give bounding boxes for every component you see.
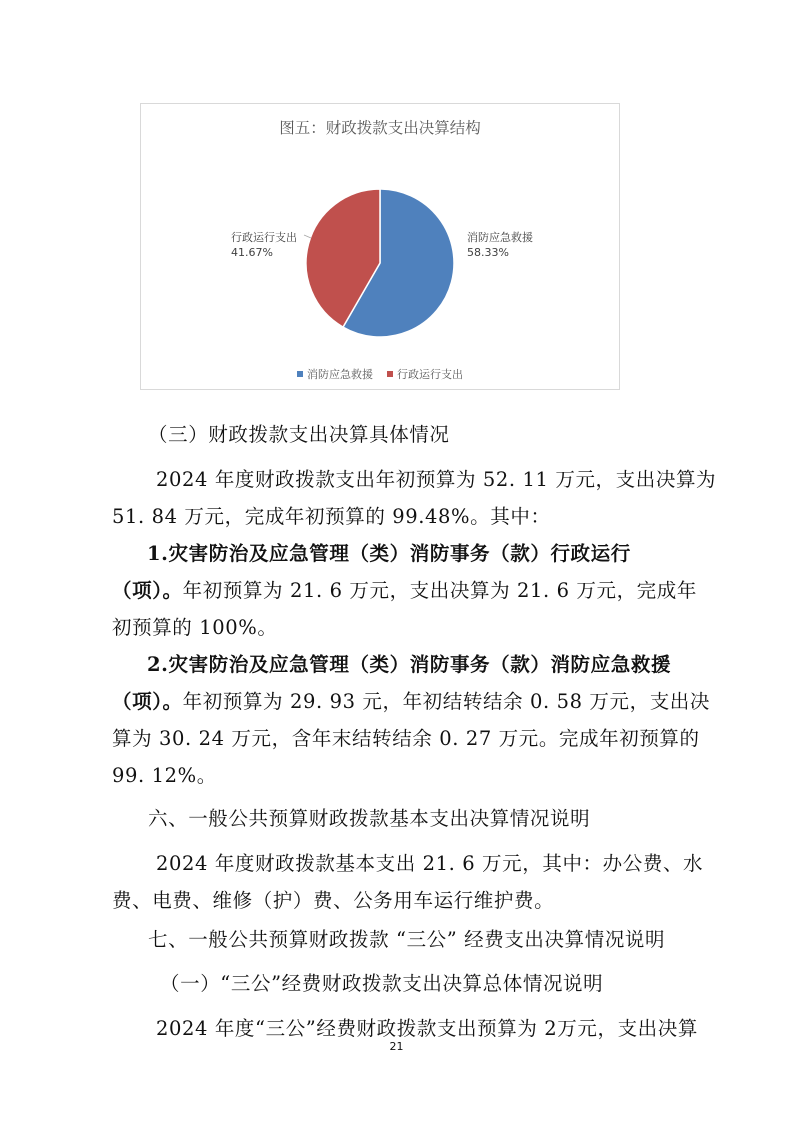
legend-swatch-admin xyxy=(387,371,393,377)
page-number: 21 xyxy=(389,1040,404,1053)
section-6-heading-text: 六、一般公共预算财政拨款基本支出决算情况说明 xyxy=(148,807,591,830)
section-7-heading-text: 七、一般公共预算财政拨款 “三公” 经费支出决算情况说明 xyxy=(148,928,666,951)
section-7-subheading xyxy=(160,965,760,1002)
item-2-heading: 2.灾害防治及应急管理（类）消防事务（款）消防应急救援 xyxy=(147,653,672,676)
data-label-admin xyxy=(231,230,297,259)
item-1-body: 年初预算为 21. 6 万元，支出决算为 21. 6 万元，完成年 xyxy=(182,579,697,602)
pie-plot xyxy=(141,104,619,389)
data-label-admin-value: 41.67% xyxy=(231,246,273,259)
item-1-heading: 1.灾害防治及应急管理（类）消防事务（款）行政运行 xyxy=(147,542,631,565)
chart-title: 图五：财政拨款支出决算结构 xyxy=(279,119,481,137)
legend-item-admin xyxy=(387,366,463,382)
paragraph-basic-expenditure xyxy=(112,845,712,919)
item-2-body: 年初预算为 29. 93 元，年初结转结余 0. 58 万元，支出决 xyxy=(182,690,710,713)
item-2-body-cont: 算为 30. 24 万元，含年末结转结余 0. 27 万元。完成年初预算的 xyxy=(112,727,700,750)
chart-legend xyxy=(141,366,619,382)
section-7-subheading-text: （一）“三公”经费财政拨款支出决算总体情况说明 xyxy=(160,972,604,995)
item-2-body-end: 99. 12%。 xyxy=(112,764,217,787)
basic-expenditure-line-2: 费、电费、维修（护）费、公务用车运行维护费。 xyxy=(112,889,555,912)
basic-expenditure-line-1: 2024 年度财政拨款基本支出 21. 6 万元，其中：办公费、水 xyxy=(156,852,704,875)
section-3-heading xyxy=(148,416,748,453)
three-public-line-1: 2024 年度“三公”经费财政拨款支出预算为 2万元，支出决算 xyxy=(156,1017,698,1040)
data-label-rescue-category: 消防应急救援 xyxy=(467,231,533,244)
data-label-admin-category: 行政运行支出 xyxy=(231,231,297,244)
summary-line-2: 51. 84 万元，完成年初预算的 99.48%。其中： xyxy=(112,505,551,528)
data-label-rescue-value: 58.33% xyxy=(467,246,509,259)
data-label-rescue xyxy=(467,230,533,259)
summary-line-1: 2024 年度财政拨款支出年初预算为 52. 11 万元，支出决算为 xyxy=(156,468,717,491)
legend-swatch-rescue xyxy=(297,371,303,377)
paragraph-budget-summary xyxy=(112,461,717,535)
paragraph-item-1 xyxy=(112,535,712,646)
legend-label-admin: 行政运行支出 xyxy=(397,368,463,381)
leader-line-admin xyxy=(304,235,311,238)
section-6-heading xyxy=(148,800,748,837)
item-1-heading-end: （项）。 xyxy=(112,579,183,602)
section-7-heading xyxy=(148,921,748,958)
section-3-heading-text: （三）财政拨款支出决算具体情况 xyxy=(148,423,450,446)
legend-item-rescue xyxy=(297,366,373,382)
paragraph-item-2 xyxy=(112,646,712,794)
pie-chart xyxy=(140,103,620,390)
legend-label-rescue: 消防应急救援 xyxy=(307,368,373,381)
item-2-heading-end: （项）。 xyxy=(112,690,183,713)
item-1-body-end: 初预算的 100%。 xyxy=(112,616,278,639)
